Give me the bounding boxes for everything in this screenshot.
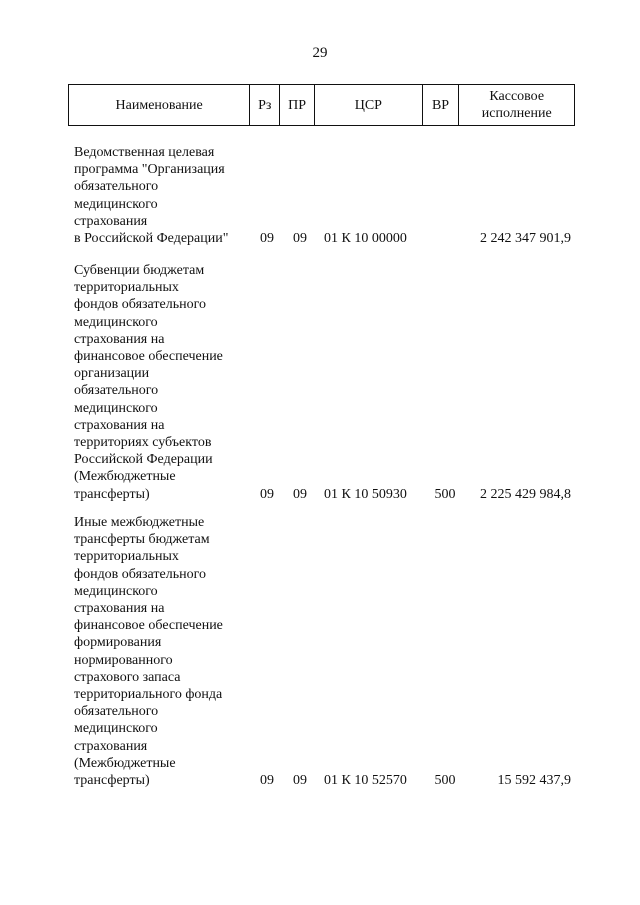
header-sum-line1: Кассовое xyxy=(489,89,545,104)
row-name-line: территориальных xyxy=(74,280,179,296)
row-name-line: организации xyxy=(74,366,150,382)
row-sum: 2 225 429 984,8 xyxy=(480,486,571,502)
row-name-line: (Межбюджетные xyxy=(74,755,176,771)
table-row xyxy=(0,514,640,789)
table-row xyxy=(0,144,640,247)
header-vr: ВР xyxy=(423,85,460,125)
row-name xyxy=(74,514,249,789)
page-number: 29 xyxy=(312,45,328,61)
row-name-line: территориальных xyxy=(74,549,179,565)
row-name-line: трансферты) xyxy=(74,773,150,789)
row-name-line: трансферты) xyxy=(74,486,150,502)
table-header xyxy=(68,84,575,126)
row-name-line: Субвенции бюджетам xyxy=(74,263,205,278)
row-csr: 01 К 10 50930 xyxy=(324,486,407,502)
row-name-line: фондов обязательного xyxy=(74,297,206,313)
header-sum-line2: исполнение xyxy=(481,106,552,121)
row-name-line: формирования xyxy=(74,635,162,651)
row-vr: 500 xyxy=(434,772,456,788)
row-name-line: Российской Федерации xyxy=(74,452,213,468)
row-csr: 01 К 10 00000 xyxy=(324,230,407,246)
row-name-line: страхования на xyxy=(74,601,165,617)
row-name-line: страхования xyxy=(74,213,148,229)
row-sum: 15 592 437,9 xyxy=(497,772,571,788)
row-name-line: страхования на xyxy=(74,331,165,347)
header-rz: Рз xyxy=(250,85,280,125)
row-name-line: (Межбюджетные xyxy=(74,469,176,485)
row-name-line: в Российской Федерации" xyxy=(74,231,229,247)
row-rz: 09 xyxy=(260,486,274,502)
row-name-line: медицинского xyxy=(74,196,158,212)
row-name-line: страхового запаса xyxy=(74,669,181,685)
row-name-line: нормированного xyxy=(74,652,173,668)
row-vr: 500 xyxy=(434,486,456,502)
row-rz: 09 xyxy=(260,772,274,788)
row-name-line: территориях субъектов xyxy=(74,435,212,451)
row-rz: 09 xyxy=(260,230,274,246)
row-name-line: финансовое обеспечение xyxy=(74,349,223,365)
row-name-line: медицинского xyxy=(74,721,158,737)
header-csr: ЦСР xyxy=(315,85,423,125)
row-name-line: обязательного xyxy=(74,383,159,399)
row-name-line: обязательного xyxy=(74,179,159,195)
row-name-line: финансовое обеспечение xyxy=(74,618,223,634)
header-pr: ПР xyxy=(280,85,315,125)
row-name-line: программа "Организация xyxy=(74,162,225,178)
row-name-line: Ведомственная целевая xyxy=(74,145,215,160)
row-name-line: страхования xyxy=(74,738,148,754)
row-csr: 01 К 10 52570 xyxy=(324,772,407,788)
row-name-line: медицинского xyxy=(74,400,158,416)
row-pr: 09 xyxy=(293,486,307,502)
header-sum xyxy=(459,85,574,125)
header-name: Наименование xyxy=(69,85,250,125)
row-pr: 09 xyxy=(293,230,307,246)
row-name-line: Иные межбюджетные xyxy=(74,515,205,530)
row-pr: 09 xyxy=(293,772,307,788)
row-name-line: страхования на xyxy=(74,417,165,433)
row-name xyxy=(74,144,249,247)
row-name-line: обязательного xyxy=(74,704,159,720)
row-name-line: медицинского xyxy=(74,314,158,330)
row-sum: 2 242 347 901,9 xyxy=(480,230,571,246)
row-name-line: фондов обязательного xyxy=(74,566,206,582)
row-name-line: медицинского xyxy=(74,583,158,599)
row-name-line: трансферты бюджетам xyxy=(74,532,210,548)
row-name-line: территориального фонда xyxy=(74,687,223,703)
row-name xyxy=(74,262,249,503)
table-row xyxy=(0,262,640,503)
